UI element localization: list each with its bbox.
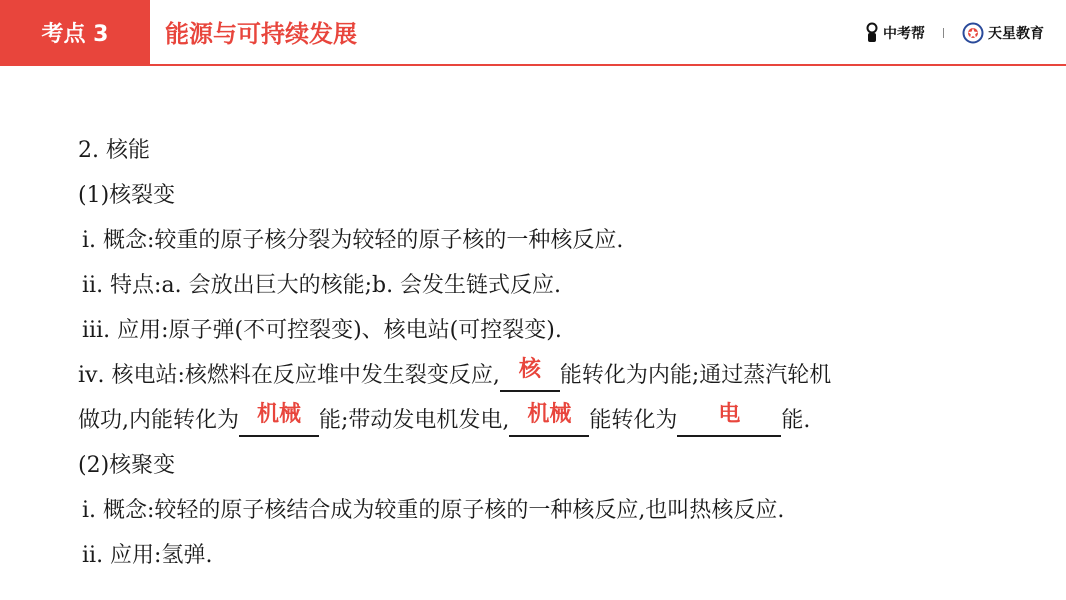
answer-3: 机械 bbox=[527, 402, 572, 427]
section-tag: 考点 3 bbox=[0, 0, 150, 64]
brand-tianxing bbox=[962, 22, 1044, 44]
page-title: 能源与可持续发展 bbox=[165, 20, 357, 48]
power-plant-line2 bbox=[78, 398, 1038, 443]
star-circle-logo-icon bbox=[962, 22, 984, 44]
power-plant-line1 bbox=[78, 353, 1038, 398]
answer-blank-4 bbox=[677, 402, 781, 437]
fusion-concept: ⅰ. 概念:较轻的原子核结合成为较重的原子核的一种核反应,也叫热核反应. bbox=[82, 498, 785, 523]
power-plant-text-e: 能转化为 bbox=[589, 408, 678, 433]
brand-zhongkaobang bbox=[865, 22, 925, 44]
answer-blank-3 bbox=[509, 402, 589, 437]
power-plant-text-d: 能;带动发电机发电, bbox=[319, 408, 510, 433]
brand-area bbox=[865, 20, 1044, 46]
brand-divider bbox=[943, 28, 944, 38]
brand1-label: 中考帮 bbox=[883, 26, 925, 42]
answer-1: 核 bbox=[518, 357, 541, 382]
slide-header bbox=[0, 0, 1066, 66]
answer-4: 电 bbox=[718, 402, 741, 427]
heading-fission: (1)核裂变 bbox=[78, 183, 176, 208]
power-plant-text-f: 能. bbox=[781, 408, 811, 433]
content-body bbox=[78, 128, 1038, 578]
heading-nuclear-energy: 2. 核能 bbox=[78, 138, 150, 163]
brand2-label: 天星教育 bbox=[988, 26, 1044, 42]
power-plant-text-c: 做功,内能转化为 bbox=[78, 408, 239, 433]
power-plant-text-b: 能转化为内能;通过蒸汽轮机 bbox=[559, 363, 832, 388]
answer-2: 机械 bbox=[256, 402, 301, 427]
fusion-application: ⅱ. 应用:氢弹. bbox=[82, 543, 213, 568]
fission-concept: ⅰ. 概念:较重的原子核分裂为较轻的原子核的一种核反应. bbox=[82, 228, 624, 253]
fission-applications: ⅲ. 应用:原子弹(不可控裂变)、核电站(可控裂变). bbox=[82, 318, 562, 343]
power-plant-text-a: ⅳ. 核电站:核燃料在反应堆中发生裂变反应, bbox=[78, 363, 500, 388]
answer-blank-2 bbox=[239, 402, 319, 437]
fission-features: ⅱ. 特点:a. 会放出巨大的核能;b. 会发生链式反应. bbox=[82, 273, 562, 298]
answer-blank-1 bbox=[500, 357, 560, 392]
light-bulb-icon bbox=[865, 22, 879, 44]
heading-fusion: (2)核聚变 bbox=[78, 453, 176, 478]
